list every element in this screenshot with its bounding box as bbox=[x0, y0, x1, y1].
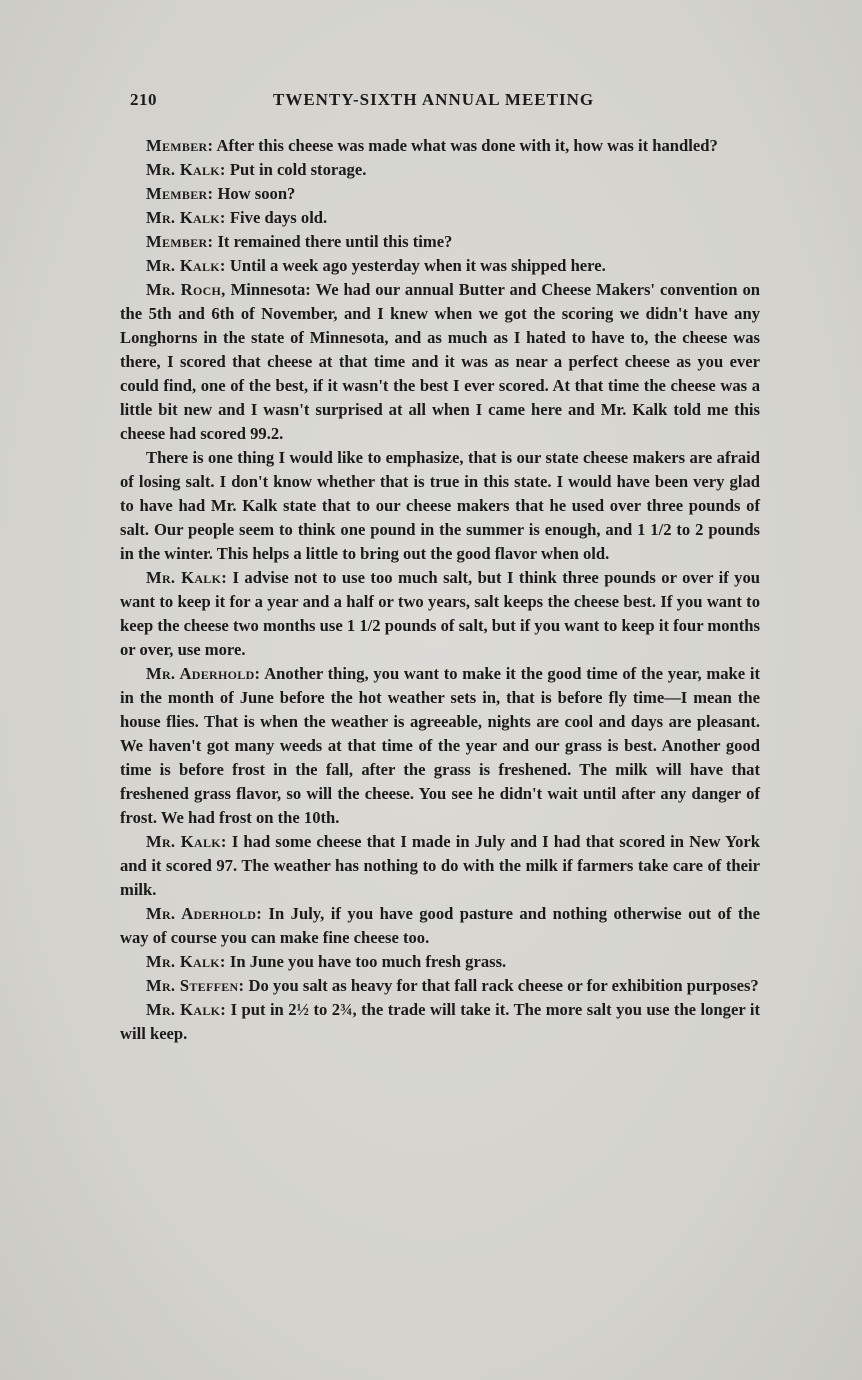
paragraph-text: Five days old. bbox=[225, 208, 328, 227]
paragraph-text: I had some cheese that I made in July and I had that scored in New York and it scored 97. The weather has nothing to do with the milk if farmers take care of their milk. bbox=[120, 832, 760, 899]
paragraph-text: How soon? bbox=[213, 184, 296, 203]
paragraph bbox=[120, 902, 760, 950]
paragraph-text: Another thing, you want to make it the good time of the year, make it in the month of June before the hot weather sets in, that is before fly time—I mean the house flies. That is when the weather is agreeable, nights are cool and days are pleasant. We haven't got many weeds at that time of the year and our grass is best. Another good time is before frost in the fall, after the grass is freshened. The milk will have that freshened grass flavor, so will the cheese. You see he didn't wait until after any danger of frost. We had frost on the 10th. bbox=[120, 664, 760, 827]
speaker-label: Mr. Kalk: bbox=[146, 256, 226, 275]
speaker-label: Mr. Kalk: bbox=[146, 952, 226, 971]
paragraph bbox=[120, 662, 760, 830]
speaker-label: Mr. Roch, bbox=[146, 280, 226, 299]
paragraph bbox=[120, 158, 760, 182]
paragraph-text: I put in 2½ to 2¾, the trade will take it. The more salt you use the longer it will keep. bbox=[120, 1000, 760, 1043]
paragraph bbox=[120, 566, 760, 662]
paragraph bbox=[120, 134, 760, 158]
speaker-label: Member: bbox=[146, 136, 214, 155]
speaker-label: Member: bbox=[146, 184, 214, 203]
paragraph bbox=[120, 998, 760, 1046]
speaker-label: Mr. Kalk: bbox=[146, 208, 226, 227]
speaker-label: Mr. Kalk: bbox=[146, 1000, 227, 1019]
body-text bbox=[120, 134, 760, 1046]
speaker-label: Mr. Kalk: bbox=[146, 160, 226, 179]
paragraph-text: There is one thing I would like to emphasize, that is our state cheese makers are afraid of losing salt. I don't know whether that is true in this state. I would have been very glad to have had Mr. Kalk state that to our cheese makers that he used over three pounds of salt. Our people seem to think one pound in the summer is enough, and 1 1/2 to 2 pounds in the winter. This helps a little to bring out the good flavor when old. bbox=[120, 448, 760, 563]
paragraph bbox=[120, 254, 760, 278]
paragraph-text: I advise not to use too much salt, but I think three pounds or over if you want to keep it for a year and a half or two years, salt keeps the cheese best. If you want to keep the cheese two months use 1 1/2 pounds of salt, but if you want to keep it four months or over, use more. bbox=[120, 568, 761, 659]
paragraph bbox=[120, 974, 760, 998]
paragraph bbox=[120, 230, 760, 254]
speaker-label: Mr. Aderhold: bbox=[146, 904, 263, 923]
page-header bbox=[130, 90, 760, 114]
speaker-label: Member: bbox=[146, 232, 214, 251]
paragraph-text: Do you salt as heavy for that fall rack cheese or for exhibition purposes? bbox=[244, 976, 759, 995]
speaker-label: Mr. Steffen: bbox=[146, 976, 245, 995]
speaker-label: Mr. Kalk: bbox=[146, 832, 227, 851]
paragraph-text: Put in cold storage. bbox=[225, 160, 367, 179]
paragraph bbox=[120, 830, 760, 902]
paragraph-text: Minnesota: We had our annual Butter and Cheese Makers' convention on the 5th and 6th of November, and I knew when we got the scoring we didn't have any Longhorns in the state of Minnesota, and as much as I hated to have to, the cheese was there, I scored that cheese at that time and it was as near a perfect cheese as you ever could find, one of the best, if it wasn't the best I ever scored. At that time the cheese was a little bit new and I wasn't surprised at all when I came here and Mr. Kalk told me this cheese had scored 99.2. bbox=[120, 280, 760, 443]
paragraph bbox=[120, 446, 760, 566]
paragraph-text: It remained there until this time? bbox=[213, 232, 453, 251]
paragraph-text: After this cheese was made what was done with it, how was it handled? bbox=[213, 136, 718, 155]
paragraph bbox=[120, 950, 760, 974]
paragraph bbox=[120, 278, 760, 446]
paragraph bbox=[120, 206, 760, 230]
speaker-label: Mr. Kalk: bbox=[146, 568, 228, 587]
running-head: TWENTY-SIXTH ANNUAL MEETING bbox=[273, 90, 595, 109]
paragraph-text: In June you have too much fresh grass. bbox=[225, 952, 507, 971]
speaker-label: Mr. Aderhold: bbox=[146, 664, 261, 683]
paragraph-text: In July, if you have good pasture and nothing otherwise out of the way of course you can make fine cheese too. bbox=[120, 904, 761, 947]
page-number: 210 bbox=[130, 90, 157, 109]
paragraph-text: Until a week ago yesterday when it was shipped here. bbox=[225, 256, 606, 275]
paragraph bbox=[120, 182, 760, 206]
